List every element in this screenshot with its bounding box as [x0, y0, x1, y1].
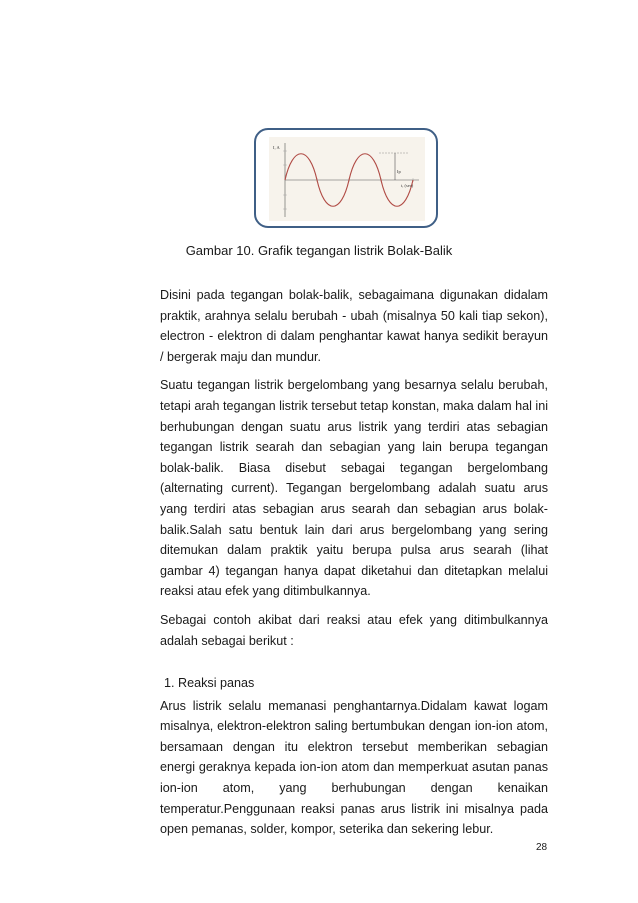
sine-wave-graph-icon [269, 137, 425, 221]
list-item-reaksi-panas: 1. Reaksi panas [164, 676, 255, 691]
figure-caption: Gambar 10. Grafik tegangan listrik Bolak-Balik [185, 243, 453, 258]
paragraph-1: Disini pada tegangan bolak-balik, sebagaimana digunakan didalam praktik, arahnya selalu berubah - ubah (misalnya 50 kali tiap sekon), electron - elektron di dalam penghantar kawat hanya sedikit berayun / bergerak maju dan mundur. [160, 288, 548, 364]
page-number: 28 [536, 842, 548, 853]
paragraph-3: Sebagai contoh akibat dari reaksi atau efek yang ditimbulkannya adalah sebagai berikut : [160, 612, 548, 648]
y-axis-label: I, A [273, 145, 280, 150]
paragraph-4: Arus listrik selalu memanasi penghantarnya.Didalam kawat logam misalnya, elektron-elektron saling bertumbukan dengan ion-ion atom, bersamaan dengan itu elektron tersebut memberikan sebagian energi geraknya kepada ion-ion atom dan memperkuat asutan panas ion-ion atom, yang berhubungan dengan kenaikan temperatur.Penggunaan reaksi panas arus listrik ini misalnya pada open pemanas, solder, kompor, seterika dan sekering lebur. [160, 698, 548, 837]
x-axis-label: t, (sec) [401, 183, 414, 188]
paragraph-2: Suatu tegangan listrik bergelombang yang besarnya selalu berubah, tetapi arah tegangan listrik tersebut tetap konstan, maka dalam hal ini berhubungan dengan suatu arus listrik yang terdiri atas sebagian tegangan listrik searah dan sebagian yang lain berupa tegangan bolak-balik. Biasa disebut sebagai tegangan bergelombang (alternating current). Tegangan bergelombang adalah suatu arus yang terdiri atas sebagian arus searah dan sebagian arus bolak-balik.Salah satu bentuk lain dari arus bergelombang yang sering ditemukan dalam praktik yaitu berupa pulsa arus searah (lihat gambar 4) tegangan hanya dapat diketahui dan ditetapkan melalui reaksi atau efek yang ditimbulkannya. [160, 378, 548, 599]
body-text [160, 285, 548, 848]
sine-wave-graph [269, 137, 425, 221]
figure-frame [254, 128, 438, 228]
peak-label: Ip [397, 169, 401, 174]
